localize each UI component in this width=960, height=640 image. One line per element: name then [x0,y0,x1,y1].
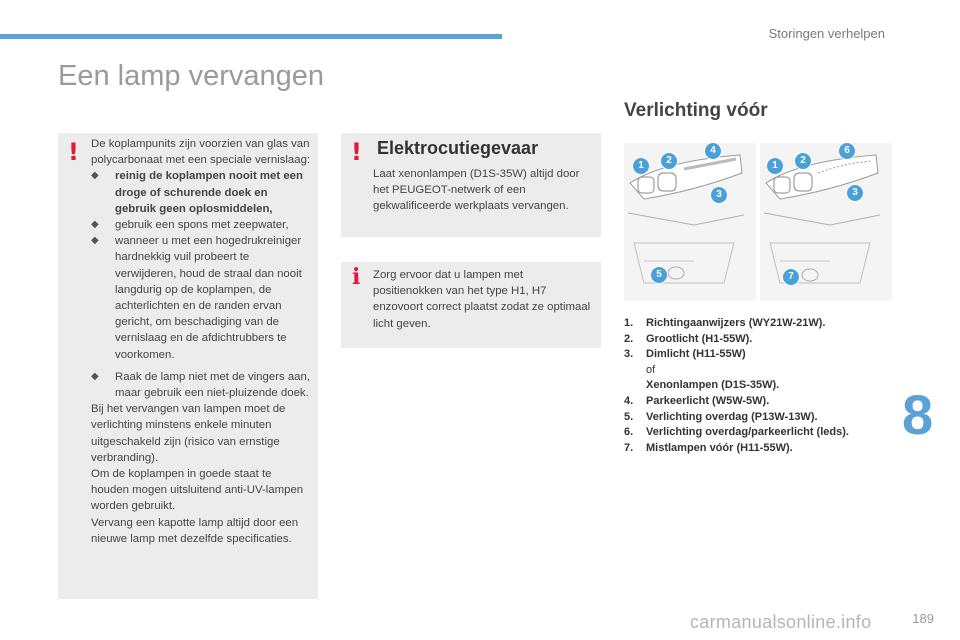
list-item: ◆ wanneer u met een hogedrukreiniger hardnekkig vuil probeert te verwijderen, houd de straal dan nooit langdurig op de koplampen, de achterlichten en de randen ervan gericht, om beschadiging van de vernislaag en de afdichtrubbers te voorkomen. [91,235,302,361]
legend-item-alt: Xenonlampen (D1S-35W). [646,379,780,392]
legend-item: 5. Verlichting overdag (P13W-13W). [624,410,818,423]
callout-marker: 2 [794,152,812,170]
list-item: ◆ gebruik een spons met zeepwater, [91,217,311,233]
warning-exclamation-icon: ! [68,138,79,166]
callout-marker: 1 [766,157,784,175]
info-icon: i [352,264,361,290]
legend-item: 6. Verlichting overdag/parkeerlicht (leds). [624,426,849,439]
bullet-icon: ◆ [91,235,99,247]
list-item: ◆ Raak de lamp niet met de vingers aan, maar gebruik een niet-pluizende doek. [91,370,311,400]
callout-marker: 4 [704,142,722,160]
list-item: ◆ reinig de koplampen nooit met een droge of schurende doek en gebruik geen oplosmiddelen, [91,170,303,215]
bullet-icon: ◆ [91,370,99,382]
legend-item: 4. Parkeerlicht (W5W-5W). [624,394,770,407]
callout-marker: 5 [650,266,668,284]
section-title: Storingen verhelpen [768,26,885,41]
legend-item: 3. Dimlicht (H11-55W) [624,348,746,361]
bullet-icon: ◆ [91,170,99,182]
legend-item: 1. Richtingaanwijzers (WY21W-21W). [624,317,826,329]
electrocution-title: Elektrocutiegevaar [377,138,539,158]
callout-marker: 2 [660,152,678,170]
warning-paragraph: Om de koplampen in goede staat te houden mogen uitsluitend anti-UV-lampen worden gebruikt. [91,468,304,513]
callout-marker: 1 [632,157,650,175]
header-accent-bar [0,34,502,39]
legend-item: 2. Grootlicht (H1-55W). [624,332,753,345]
bulb-legend [624,316,849,456]
info-text: Zorg ervoor dat u lampen met positienokken van het type H1, H7 enzovoort correct plaatst zodat ze optimaal licht geven. [373,269,591,330]
bullet-icon: ◆ [91,219,99,231]
legend-item: 7. Mistlampen vóór (H11-55W). [624,441,793,454]
warning-box-content [91,136,311,547]
warning-paragraph: Vervang een kapotte lamp altijd door een nieuwe lamp met dezelfde specificaties. [91,516,299,545]
section-subtitle: Verlichting vóór [624,100,768,121]
page-title: Een lamp vervangen [58,60,324,92]
callout-marker: 6 [838,142,856,160]
watermark: carmanualsonline.info [690,612,872,632]
chapter-number: 8 [902,383,934,446]
electrocution-text: Laat xenonlampen (D1S-35W) altijd door het PEUGEOT-netwerk of een gekwalificeerde werkplaats vervangen. [373,168,580,213]
legend-item-or: of [646,363,656,376]
warning-exclamation-icon: ! [351,138,362,166]
warning-paragraph: Bij het vervangen van lampen moet de verlichting minstens enkele minuten uitgeschakeld zijn (risico van ernstige verbranding). [91,403,286,464]
callout-marker: 3 [710,186,728,204]
page-number: 189 [912,611,934,626]
callout-marker: 3 [846,184,864,202]
warning-intro: De koplampunits zijn voorzien van glas van polycarbonaat met een speciale vernislaag: [91,138,311,167]
callout-marker: 7 [782,268,800,286]
